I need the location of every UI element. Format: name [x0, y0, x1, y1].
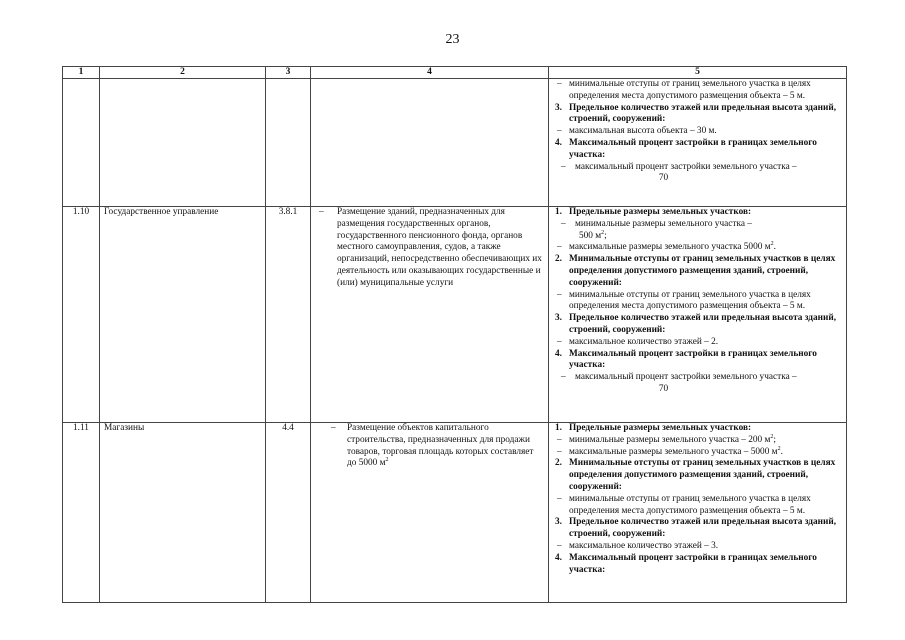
row-number: 1.10 — [63, 207, 100, 423]
requirements-cell — [549, 207, 847, 423]
requirement-text: максимальные размеры земельного участка 5000 м — [569, 242, 771, 253]
requirement-heading — [553, 207, 842, 219]
requirement-text: максимальная высота объекта – 30 м. — [569, 126, 717, 137]
requirement-heading — [553, 349, 842, 373]
heading-text: Максимальный процент застройки в границах земельного участка: — [569, 348, 817, 371]
requirement-heading — [553, 254, 842, 289]
requirement-text: минимальные отступы от границ земельного участка в целях определения места допустимого размещения объекта – 5 м. — [569, 289, 811, 312]
description-text: Размещение объектов капитального строительства, предназначенных для продажи товаров, торговая площадь которых составляет до 5000 м — [347, 423, 534, 469]
requirement-item — [553, 126, 842, 138]
heading-text: Предельное количество этажей или предельная высота зданий, строений, сооружений: — [569, 517, 837, 540]
description-text: Размещение зданий, предназначенных для размещения государственных органов, государственного пенсионного фонда, органов местного самоуправления, судов, а также организаций, непосредственно обеспечивающих их деятельность или оказывающих государственные и (или) муниципальные услуги — [337, 207, 542, 288]
description-item — [315, 207, 544, 290]
dash-marker: – — [557, 242, 562, 253]
heading-number: 4. — [555, 137, 562, 148]
requirement-heading — [553, 553, 842, 577]
superscript: 2 — [601, 229, 605, 236]
requirement-heading — [553, 138, 842, 162]
dash-marker: – — [561, 161, 566, 172]
heading-text: Предельные размеры земельных участков: — [569, 207, 752, 217]
heading-text: Предельные размеры земельных участков: — [569, 423, 752, 433]
heading-text: Минимальные отступы от границ земельных участков в целях определения допустимого размещения зданий, строений, сооружений: — [569, 254, 836, 288]
land-use-description — [311, 79, 549, 207]
requirement-heading — [553, 458, 842, 493]
column-header: 1 — [63, 67, 100, 79]
heading-number: 3. — [555, 313, 562, 324]
requirement-item — [553, 494, 842, 518]
requirement-text: максимальный процент застройки земельного участка – — [575, 161, 797, 172]
land-use-name: Магазины — [100, 423, 266, 603]
heading-text: Максимальный процент застройки в границах земельного участка: — [569, 137, 817, 160]
requirement-value — [575, 384, 842, 396]
punctuation: ; — [773, 434, 776, 445]
requirements-cell — [549, 423, 847, 603]
dash-marker: – — [561, 372, 566, 383]
dash-marker: – — [331, 423, 336, 433]
superscript: 2 — [777, 445, 781, 452]
requirement-heading — [553, 313, 842, 337]
superscript: 2 — [770, 241, 774, 248]
heading-number: 2. — [555, 254, 562, 265]
requirement-item — [553, 79, 842, 103]
requirement-heading — [553, 423, 842, 435]
page-number: 23 — [445, 32, 460, 47]
heading-text: Максимальный процент застройки в границах земельного участка: — [569, 552, 817, 575]
dash-marker: – — [557, 493, 562, 504]
requirement-item — [553, 435, 842, 447]
regulations-table — [62, 66, 847, 603]
requirement-text: максимальное количество этажей – 3. — [569, 540, 719, 551]
requirement-value — [575, 231, 842, 243]
dash-marker: – — [319, 207, 324, 217]
requirement-text: минимальные размеры земельного участка – 200 м — [569, 434, 771, 445]
superscript: 2 — [385, 457, 389, 464]
dash-marker: – — [557, 540, 562, 551]
heading-text: Минимальные отступы от границ земельных участков в целях определения допустимого размещения зданий, строений, сооружений: — [569, 458, 836, 492]
land-use-description — [311, 423, 549, 603]
column-header: 2 — [100, 67, 266, 79]
punctuation: . — [773, 242, 776, 253]
requirement-text: максимальный процент застройки земельного участка – — [575, 372, 797, 383]
heading-text: Предельное количество этажей или предельная высота зданий, строений, сооружений: — [569, 313, 837, 335]
land-use-description — [311, 207, 549, 423]
land-use-code — [266, 79, 311, 207]
requirement-text: максимальное количество этажей – 2. — [569, 336, 719, 347]
dash-marker: – — [557, 126, 562, 137]
requirement-heading — [553, 103, 842, 127]
requirement-value — [575, 173, 842, 185]
value-text: 70 — [658, 173, 669, 184]
land-use-code: 3.8.1 — [266, 207, 311, 423]
value-text: 70 — [658, 383, 669, 394]
dash-marker: – — [557, 289, 562, 300]
table-row — [63, 207, 847, 423]
requirement-item — [553, 337, 842, 349]
requirement-text: минимальные отступы от границ земельного участка в целях определения места допустимого размещения объекта – 5 м. — [569, 493, 811, 516]
punctuation: . — [780, 446, 783, 457]
requirement-item — [553, 447, 842, 459]
dash-marker: – — [557, 446, 562, 457]
punctuation: ; — [604, 230, 607, 241]
table-row — [63, 423, 847, 603]
heading-text: Предельное количество этажей или предельная высота зданий, строений, сооружений: — [569, 102, 837, 125]
requirement-text: минимальные размеры земельного участка – — [575, 218, 752, 229]
superscript: 2 — [770, 433, 774, 440]
heading-number: 1. — [555, 423, 562, 433]
header-row — [63, 67, 847, 79]
land-use-name — [100, 79, 266, 207]
dash-marker: – — [557, 336, 562, 347]
heading-number: 3. — [555, 517, 562, 528]
heading-number: 1. — [555, 207, 562, 217]
requirement-item — [553, 541, 842, 553]
column-header: 5 — [549, 67, 847, 79]
requirement-item — [553, 242, 842, 254]
description-item — [315, 423, 544, 470]
heading-number: 4. — [555, 552, 562, 563]
table-row — [63, 79, 847, 207]
column-header: 3 — [266, 67, 311, 79]
requirement-heading — [553, 517, 842, 541]
land-use-code: 4.4 — [266, 423, 311, 603]
row-number — [63, 79, 100, 207]
requirement-item — [553, 162, 842, 186]
column-header: 4 — [311, 67, 549, 79]
dash-marker: – — [557, 79, 562, 89]
requirements-cell — [549, 79, 847, 207]
requirement-item — [553, 372, 842, 396]
heading-number: 2. — [555, 458, 562, 469]
heading-number: 3. — [555, 102, 562, 113]
requirement-text: минимальные отступы от границ земельного участка в целях определения места допустимого размещения объекта – 5 м. — [569, 79, 811, 101]
dash-marker: – — [561, 218, 566, 229]
heading-number: 4. — [555, 348, 562, 359]
requirement-item — [553, 219, 842, 243]
land-use-name: Государственное управление — [100, 207, 266, 423]
dash-marker: – — [557, 434, 562, 445]
value-text: 500 м — [579, 230, 602, 241]
requirement-text: максимальные размеры земельного участка – 5000 м — [569, 446, 778, 457]
requirement-item — [553, 290, 842, 314]
row-number: 1.11 — [63, 423, 100, 603]
